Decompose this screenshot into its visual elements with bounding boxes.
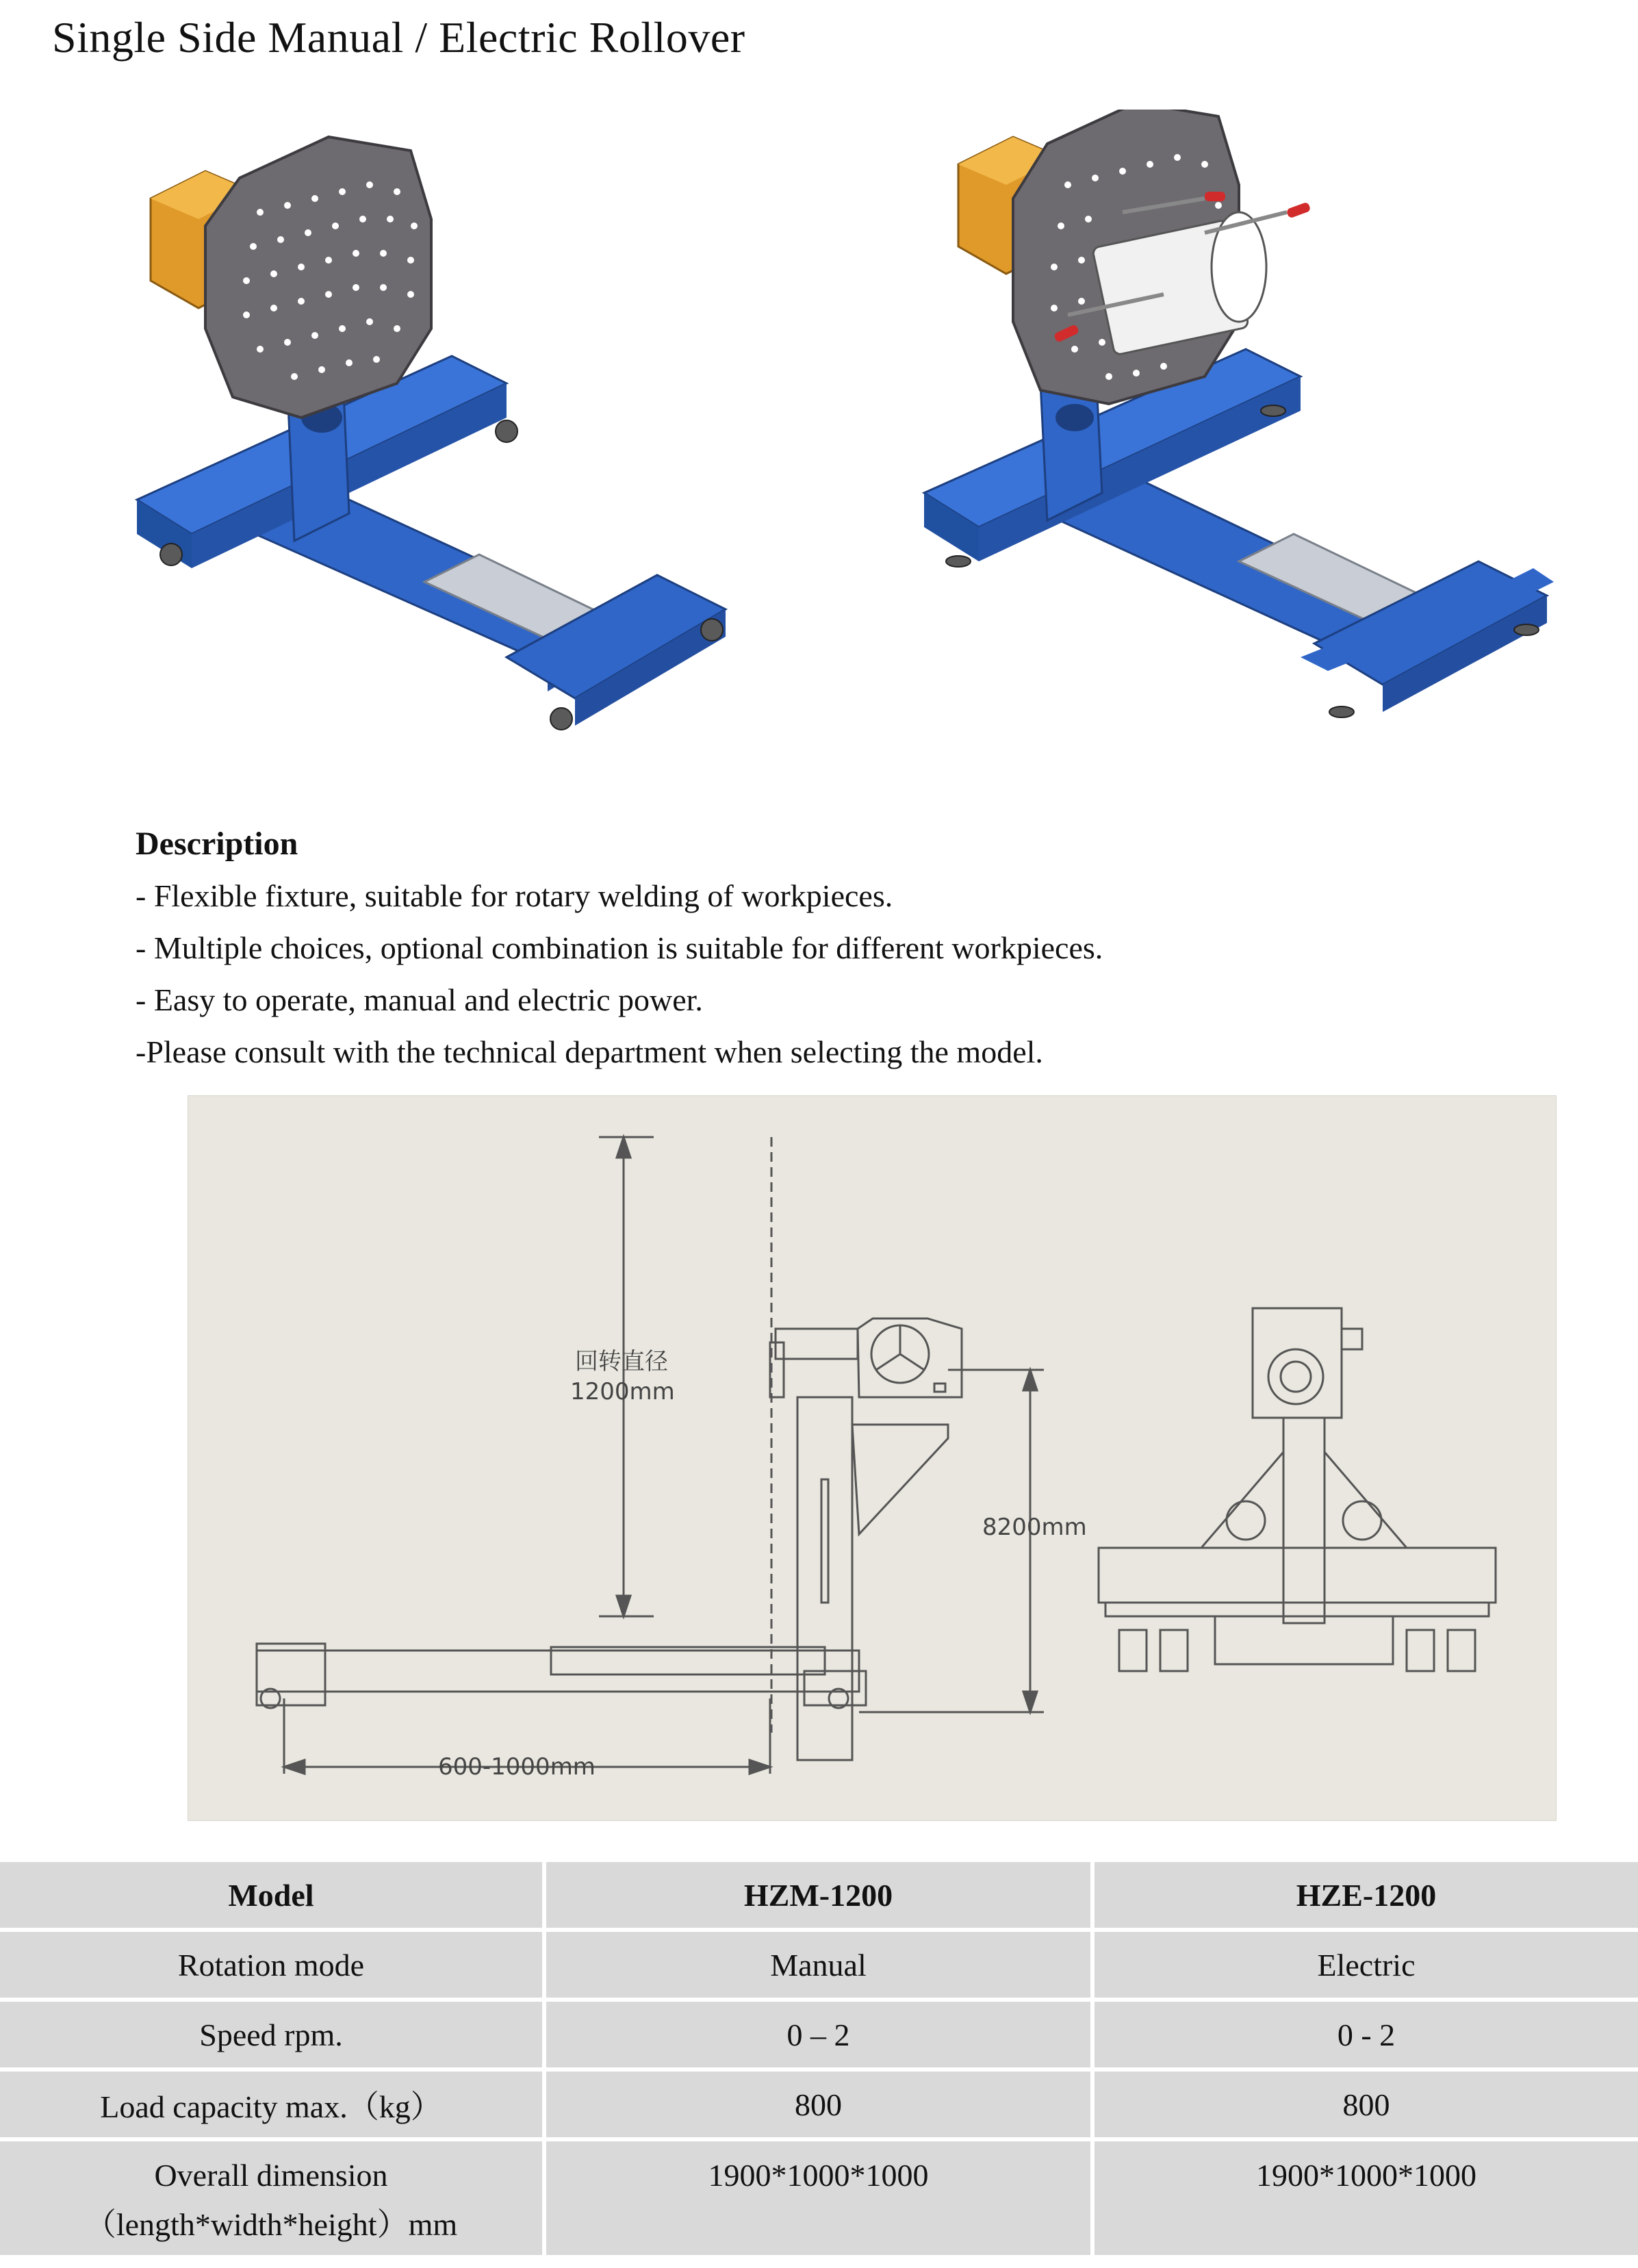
- row-label: Rotation mode: [0, 1930, 544, 2000]
- header-model: Model: [0, 1862, 544, 1930]
- row-value-hzm: 0 – 2: [544, 2000, 1092, 2069]
- technical-drawing: [188, 1095, 1557, 1821]
- description-line: - Flexible fixture, suitable for rotary welding of workpieces.: [136, 878, 893, 913]
- description-line: - Easy to operate, manual and electric power.: [136, 982, 703, 1017]
- header-hzm: HZM-1200: [544, 1862, 1092, 1930]
- row-value-hze: 0 - 2: [1092, 2000, 1638, 2069]
- row-label: [0, 2139, 544, 2257]
- dimension-label-line1: Overall dimension: [154, 2158, 388, 2193]
- arm-length-dimension-label: 600-1000mm: [438, 1753, 596, 1781]
- page-title: Single Side Manual / Electric Rollover: [52, 13, 745, 62]
- table-header-row: [0, 1862, 1638, 1930]
- rotation-diameter-label: 1200mm: [570, 1378, 675, 1405]
- electric-rollover-image: [917, 110, 1561, 753]
- row-value-hze: 800: [1092, 2069, 1638, 2139]
- table-row: [0, 2069, 1638, 2139]
- description-line: - Multiple choices, optional combination is suitable for different workpieces.: [136, 930, 1103, 965]
- row-label: Load capacity max.（kg）: [0, 2069, 544, 2139]
- description-line: -Please consult with the technical department when selecting the model.: [136, 1034, 1043, 1069]
- row-label: Speed rpm.: [0, 2000, 544, 2069]
- height-dimension-label: 8200mm: [982, 1514, 1087, 1541]
- manual-rollover-image: [123, 130, 739, 746]
- row-value-hze: 1900*1000*1000: [1092, 2139, 1638, 2257]
- rotation-label-cn: 回转直径: [575, 1348, 668, 1375]
- table-row: [0, 1930, 1638, 2000]
- row-value-hzm: Manual: [544, 1930, 1092, 2000]
- description-section: [136, 818, 1505, 1078]
- description-heading: Description: [136, 826, 298, 862]
- table-row: [0, 2000, 1638, 2069]
- spec-table: [0, 1862, 1638, 2259]
- row-value-hzm: 1900*1000*1000: [544, 2139, 1092, 2257]
- row-value-hze: Electric: [1092, 1930, 1638, 2000]
- row-value-hzm: 800: [544, 2069, 1092, 2139]
- header-hze: HZE-1200: [1092, 1862, 1638, 1930]
- dimension-label-line2: （length*width*height）mm: [84, 2207, 458, 2242]
- table-row: [0, 2139, 1638, 2257]
